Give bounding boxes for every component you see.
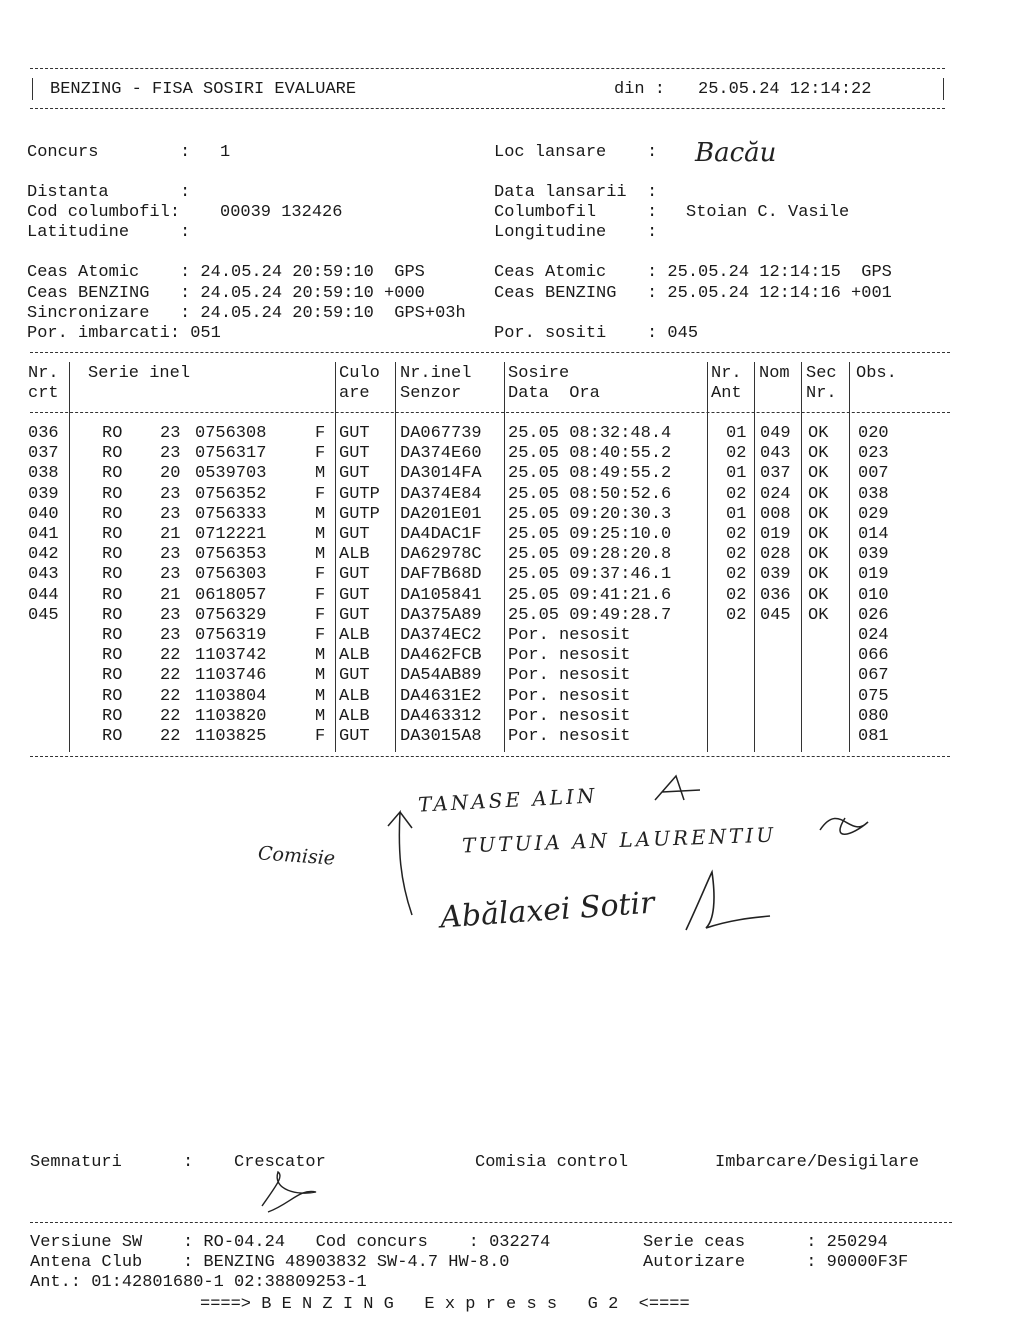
crescator-signature xyxy=(262,1172,316,1212)
th-sec: Sec xyxy=(806,364,837,383)
cell-arrival: Por. nesosit xyxy=(508,646,631,666)
signature-mark-1 xyxy=(655,776,700,800)
cell-ant: 02 xyxy=(726,545,747,565)
cell-obs: 075 xyxy=(858,686,889,706)
cell-nom: 028 xyxy=(760,545,791,565)
th-obs: Obs. xyxy=(856,364,897,383)
cell-arrival: 25.05 08:50:52.6 xyxy=(508,484,672,504)
cell-color: GUT xyxy=(339,424,370,443)
cell-arrival: 25.05 09:41:21.6 xyxy=(508,585,672,605)
cell-nr: 038 xyxy=(28,464,59,484)
cell-sec: OK xyxy=(808,444,829,464)
cell-sensor: DA463312 xyxy=(400,706,482,726)
footer-line-2: Antena Club : BENZING 48903832 SW-4.7 HW-8.0 xyxy=(30,1253,510,1272)
cell-obs: 066 xyxy=(858,646,889,666)
footer-line-1: Versiune SW : RO-04.24 Cod concurs : 032274 xyxy=(30,1233,551,1252)
cell-nr: 043 xyxy=(28,565,59,585)
cell-arrival: Por. nesosit xyxy=(508,686,631,706)
cell-color: GUT xyxy=(339,666,370,686)
cell-obs: 024 xyxy=(858,626,889,645)
cell-ring: 1103746 xyxy=(195,666,267,686)
signature-mark-3 xyxy=(686,872,770,930)
th-sec-nr: Nr. xyxy=(806,384,837,403)
cell-ant: 02 xyxy=(726,565,747,585)
cell-ring: 1103804 xyxy=(195,686,267,706)
cell-year: 21 xyxy=(160,585,181,605)
cell-country: RO xyxy=(102,484,123,504)
cell-year: 22 xyxy=(160,646,181,666)
cell-sensor: DA374E60 xyxy=(400,444,482,464)
cell-color: GUT xyxy=(339,585,370,605)
cell-arrival: 25.05 08:49:55.2 xyxy=(508,464,672,484)
cell-obs: 026 xyxy=(858,605,889,625)
cell-year: 23 xyxy=(160,605,181,625)
cell-country: RO xyxy=(102,605,123,625)
porumbei-sositi: Por. sositi : 045 xyxy=(494,324,699,343)
cell-nom: 043 xyxy=(760,444,791,464)
cell-color: ALB xyxy=(339,646,370,666)
latitudine-label: Latitudine : xyxy=(27,223,191,242)
cell-ring: 0756353 xyxy=(195,545,267,565)
cell-ant: 02 xyxy=(726,525,747,544)
cell-country: RO xyxy=(102,444,123,464)
cell-color: GUT xyxy=(339,525,370,544)
footer-antenna: Ant.: 01:42801680-1 02:38809253-1 xyxy=(30,1273,367,1292)
cell-obs: 067 xyxy=(858,666,889,686)
cell-sex: M xyxy=(315,666,326,686)
cell-arrival: Por. nesosit xyxy=(508,706,631,726)
cell-ring: 1103820 xyxy=(195,706,267,726)
th-crt: crt xyxy=(28,384,59,403)
cell-year: 23 xyxy=(160,424,181,443)
cell-arrival: 25.05 09:37:46.1 xyxy=(508,565,672,585)
imbarcare-label: Imbarcare/Desigilare xyxy=(715,1153,920,1172)
cell-sex: F xyxy=(315,565,326,585)
ceas-benzing-start: Ceas BENZING : 24.05.24 20:59:10 +000 xyxy=(27,284,425,303)
cell-arrival: 25.05 09:20:30.3 xyxy=(508,504,672,524)
longitudine-label: Longitudine : xyxy=(494,223,658,242)
cell-color: ALB xyxy=(339,706,370,726)
th-nr: Nr. xyxy=(28,364,59,383)
distanta-label: Distanta : xyxy=(27,183,191,202)
cell-country: RO xyxy=(102,504,123,524)
ceas-atomic-start: Ceas Atomic : 24.05.24 20:59:10 GPS xyxy=(27,263,425,282)
cell-sensor: DA3014FA xyxy=(400,464,482,484)
cell-obs: 010 xyxy=(858,585,889,605)
cell-nom: 036 xyxy=(760,585,791,605)
cell-nom: 045 xyxy=(760,605,791,625)
cell-ring: 0618057 xyxy=(195,585,267,605)
cell-ring: 0756352 xyxy=(195,484,267,504)
cell-obs: 019 xyxy=(858,565,889,585)
th-senzor: Senzor xyxy=(400,384,462,403)
cell-country: RO xyxy=(102,646,123,666)
cell-color: GUTP xyxy=(339,484,380,504)
cell-ant: 02 xyxy=(726,484,747,504)
cell-sex: M xyxy=(315,706,326,726)
cell-sex: F xyxy=(315,605,326,625)
cell-ring: 0712221 xyxy=(195,525,267,544)
cell-sex: M xyxy=(315,646,326,666)
cell-color: ALB xyxy=(339,545,370,565)
th-culo: Culo xyxy=(339,364,380,383)
cell-sec: OK xyxy=(808,585,829,605)
cell-sensor: DAF7B68D xyxy=(400,565,482,585)
cell-ring: 0756329 xyxy=(195,605,267,625)
cell-nom: 039 xyxy=(760,565,791,585)
handwritten-name-2: TUTUIA AN LAURENTIU xyxy=(461,822,777,858)
cell-ant: 02 xyxy=(726,605,747,625)
cell-nr: 044 xyxy=(28,585,59,605)
handwritten-name-3: Abălaxei Sotir xyxy=(439,885,656,936)
ceas-benzing-end: Ceas BENZING : 25.05.24 12:14:16 +001 xyxy=(494,284,892,303)
cell-sex: M xyxy=(315,504,326,524)
cell-country: RO xyxy=(102,706,123,726)
signature-mark-2 xyxy=(820,818,868,834)
cell-sex: M xyxy=(315,545,326,565)
cell-nr: 041 xyxy=(28,525,59,544)
cell-ant: 01 xyxy=(726,504,747,524)
cell-ant: 01 xyxy=(726,464,747,484)
cell-obs: 014 xyxy=(858,525,889,544)
th-sosire: Sosire xyxy=(508,364,570,383)
porumbei-imbarcati: Por. imbarcati: 051 xyxy=(27,324,221,343)
cell-ring: 0756303 xyxy=(195,565,267,585)
cell-sensor: DA375A89 xyxy=(400,605,482,625)
loc-lansare-value: Bacău xyxy=(695,138,777,168)
cell-arrival: Por. nesosit xyxy=(508,727,631,746)
cell-nr: 040 xyxy=(28,504,59,524)
cell-obs: 039 xyxy=(858,545,889,565)
cell-country: RO xyxy=(102,464,123,484)
sincronizare: Sincronizare : 24.05.24 20:59:10 GPS+03h xyxy=(27,304,466,323)
th-data-ora: Data Ora xyxy=(508,384,600,403)
cell-country: RO xyxy=(102,727,123,746)
cell-color: GUT xyxy=(339,605,370,625)
th-nr-inel: Nr.inel xyxy=(400,364,472,383)
cell-year: 22 xyxy=(160,666,181,686)
cell-year: 22 xyxy=(160,727,181,746)
columbofil-value: Stoian C. Vasile xyxy=(686,203,850,222)
cell-sensor: DA462FCB xyxy=(400,646,482,666)
din-label: din : xyxy=(614,80,666,99)
cell-obs: 023 xyxy=(858,444,889,464)
cell-year: 23 xyxy=(160,565,181,585)
cell-arrival: Por. nesosit xyxy=(508,626,631,645)
cell-sec: OK xyxy=(808,504,829,524)
crescator-label: Crescator xyxy=(234,1153,326,1172)
cell-sec: OK xyxy=(808,605,829,625)
ceas-atomic-end: Ceas Atomic : 25.05.24 12:14:15 GPS xyxy=(494,263,892,282)
concurs-label: Concurs : xyxy=(27,143,191,162)
cell-year: 23 xyxy=(160,626,181,645)
cell-obs: 020 xyxy=(858,424,889,443)
th-ant: Ant xyxy=(711,384,742,403)
loc-lansare-label: Loc lansare : xyxy=(494,143,658,162)
cell-nr: 039 xyxy=(28,484,59,504)
cell-nr: 042 xyxy=(28,545,59,565)
cell-ring: 1103825 xyxy=(195,727,267,746)
cell-year: 23 xyxy=(160,444,181,464)
cell-sensor: DA62978C xyxy=(400,545,482,565)
cell-sensor: DA4DAC1F xyxy=(400,525,482,544)
cell-year: 23 xyxy=(160,504,181,524)
cell-sensor: DA3015A8 xyxy=(400,727,482,746)
th-are: are xyxy=(339,384,370,403)
cell-sex: F xyxy=(315,424,326,443)
cell-sex: F xyxy=(315,444,326,464)
cell-obs: 007 xyxy=(858,464,889,484)
cell-sensor: DA374E84 xyxy=(400,484,482,504)
cell-obs: 081 xyxy=(858,727,889,746)
cell-sex: M xyxy=(315,464,326,484)
footer-brand: ====> B E N Z I N G E x p r e s s G 2 <==== xyxy=(200,1295,690,1314)
cell-color: GUT xyxy=(339,444,370,464)
cell-arrival: 25.05 09:49:28.7 xyxy=(508,605,672,625)
report-title: BENZING - FISA SOSIRI EVALUARE xyxy=(50,80,357,99)
cell-ring: 0539703 xyxy=(195,464,267,484)
cell-sec: OK xyxy=(808,565,829,585)
cell-arrival: 25.05 08:32:48.4 xyxy=(508,424,672,443)
cell-color: ALB xyxy=(339,686,370,706)
cell-sensor: DA201E01 xyxy=(400,504,482,524)
footer-autorizare: Autorizare : 90000F3F xyxy=(643,1253,909,1272)
cell-country: RO xyxy=(102,545,123,565)
cell-sec: OK xyxy=(808,424,829,443)
cell-ring: 0756308 xyxy=(195,424,267,443)
cell-nr: 036 xyxy=(28,424,59,443)
columbofil-label: Columbofil : xyxy=(494,203,658,222)
cell-arrival: 25.05 08:40:55.2 xyxy=(508,444,672,464)
cell-year: 21 xyxy=(160,525,181,544)
cod-columbofil-label: Cod columbofil: xyxy=(27,203,181,222)
cell-obs: 038 xyxy=(858,484,889,504)
cell-obs: 080 xyxy=(858,706,889,726)
concurs-value: 1 xyxy=(220,143,231,162)
footer-serie-ceas: Serie ceas : 250294 xyxy=(643,1233,888,1252)
cell-country: RO xyxy=(102,565,123,585)
handwritten-name-1: TANASE ALIN xyxy=(417,783,598,817)
report-datetime: 25.05.24 12:14:22 xyxy=(698,80,872,99)
cell-sensor: DA374EC2 xyxy=(400,626,482,645)
cell-ring: 0756319 xyxy=(195,626,267,645)
th-serie-inel: Serie inel xyxy=(88,364,191,383)
cell-ant: 01 xyxy=(726,424,747,443)
data-lansarii-label: Data lansarii : xyxy=(494,183,658,202)
cell-arrival: 25.05 09:28:20.8 xyxy=(508,545,672,565)
cell-arrival: Por. nesosit xyxy=(508,666,631,686)
footer-rule xyxy=(30,1222,952,1223)
cell-nom: 024 xyxy=(760,484,791,504)
cell-sec: OK xyxy=(808,464,829,484)
cell-year: 22 xyxy=(160,686,181,706)
cell-nom: 008 xyxy=(760,504,791,524)
cell-sex: F xyxy=(315,727,326,746)
cell-ring: 1103742 xyxy=(195,646,267,666)
cell-arrival: 25.05 09:25:10.0 xyxy=(508,525,672,544)
cell-ant: 02 xyxy=(726,444,747,464)
cell-color: GUT xyxy=(339,727,370,746)
commission-arrow xyxy=(388,812,412,915)
cell-sensor: DA105841 xyxy=(400,585,482,605)
cell-country: RO xyxy=(102,525,123,544)
cell-sex: F xyxy=(315,626,326,645)
cell-color: ALB xyxy=(339,626,370,645)
cell-sec: OK xyxy=(808,525,829,544)
comisia-control-label: Comisia control xyxy=(475,1153,629,1172)
cell-sex: F xyxy=(315,484,326,504)
cell-color: GUTP xyxy=(339,504,380,524)
cell-sensor: DA067739 xyxy=(400,424,482,443)
cell-sensor: DA4631E2 xyxy=(400,686,482,706)
cell-year: 23 xyxy=(160,484,181,504)
cell-sex: F xyxy=(315,585,326,605)
cell-country: RO xyxy=(102,666,123,686)
cell-ring: 0756333 xyxy=(195,504,267,524)
cell-country: RO xyxy=(102,424,123,443)
cell-sec: OK xyxy=(808,545,829,565)
cell-country: RO xyxy=(102,626,123,645)
th-nr-ant: Nr. xyxy=(711,364,742,383)
cell-year: 22 xyxy=(160,706,181,726)
cod-columbofil-value: 00039 132426 xyxy=(220,203,343,222)
cell-year: 20 xyxy=(160,464,181,484)
cell-country: RO xyxy=(102,585,123,605)
th-nom: Nom xyxy=(759,364,790,383)
cell-country: RO xyxy=(102,686,123,706)
cell-obs: 029 xyxy=(858,504,889,524)
cell-color: GUT xyxy=(339,565,370,585)
cell-nom: 019 xyxy=(760,525,791,544)
semnaturi-label: Semnaturi : xyxy=(30,1153,194,1172)
cell-nr: 045 xyxy=(28,605,59,625)
handwritten-comisie: Comisie xyxy=(257,842,336,870)
cell-sensor: DA54AB89 xyxy=(400,666,482,686)
cell-sex: M xyxy=(315,686,326,706)
cell-color: GUT xyxy=(339,464,370,484)
cell-nom: 037 xyxy=(760,464,791,484)
cell-nr: 037 xyxy=(28,444,59,464)
cell-sec: OK xyxy=(808,484,829,504)
cell-ring: 0756317 xyxy=(195,444,267,464)
cell-nom: 049 xyxy=(760,424,791,443)
cell-ant: 02 xyxy=(726,585,747,605)
cell-sex: M xyxy=(315,525,326,544)
cell-year: 23 xyxy=(160,545,181,565)
